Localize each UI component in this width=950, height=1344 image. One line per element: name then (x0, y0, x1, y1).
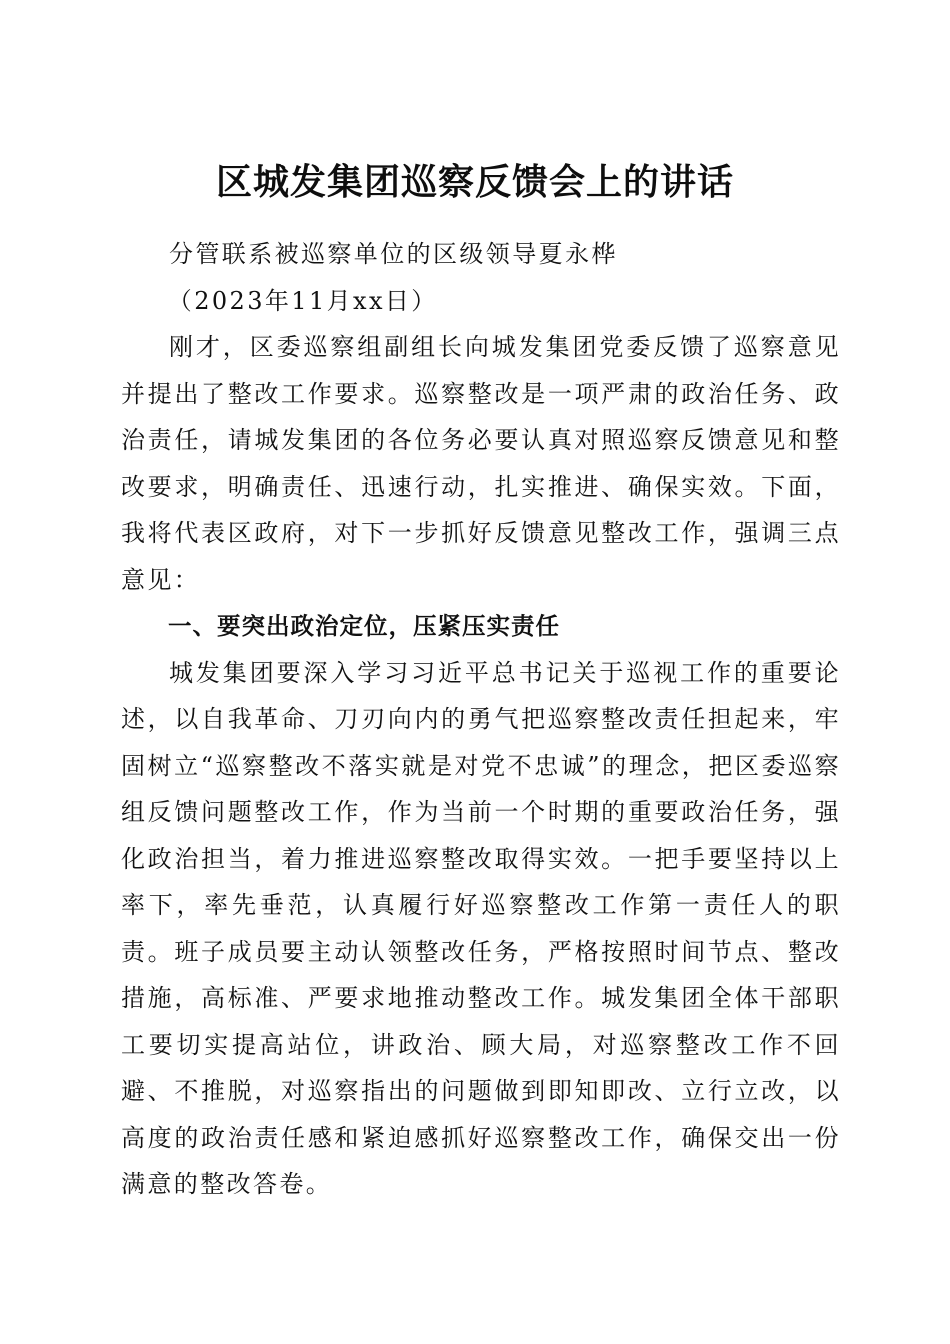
section-1-heading: 一、要突出政治定位，压紧压实责任 (168, 612, 560, 640)
intro-paragraph: 刚才，区委巡察组副组长向城发集团党委反馈了巡察意见并提出了整改工作要求。巡察整改是一项严肃的政治任务、政治责任，请城发集团的各位务必要认真对照巡察反馈意见和整改要求，明确责任、迅速行动，扎实推进、确保实效。下面，我将代表区政府，对下一步抓好反馈意见整改工作，强调三点意见： (121, 333, 841, 594)
author-line: 分管联系被巡察单位的区级领导夏永桦 (169, 240, 618, 268)
document-body (121, 231, 841, 1208)
date-line: （2023年11月xx日） (167, 286, 438, 315)
document-title: 区城发集团巡察反馈会上的讲话 (215, 161, 734, 204)
section-1-paragraph: 城发集团要深入学习习近平总书记关于巡视工作的重要论述，以自我革命、刀刃向内的勇气把巡察整改责任担起来，牢固树立“巡察整改不落实就是对党不忠诚”的理念，把区委巡察组反馈问题整改工作，作为当前一个时期的重要政治任务，强化政治担当，着力推进巡察整改取得实效。一把手要坚持以上率下，率先垂范，认真履行好巡察整改工作第一责任人的职责。班子成员要主动认领整改任务，严格按照时间节点、整改措施，高标准、严要求地推动整改工作。城发集团全体干部职工要切实提高站位，讲政治、顾大局，对巡察整改工作不回避、不推脱，对巡察指出的问题做到即知即改、立行立改，以高度的政治责任感和紧迫感抓好巡察整改工作，确保交出一份满意的整改答卷。 (121, 658, 841, 1198)
